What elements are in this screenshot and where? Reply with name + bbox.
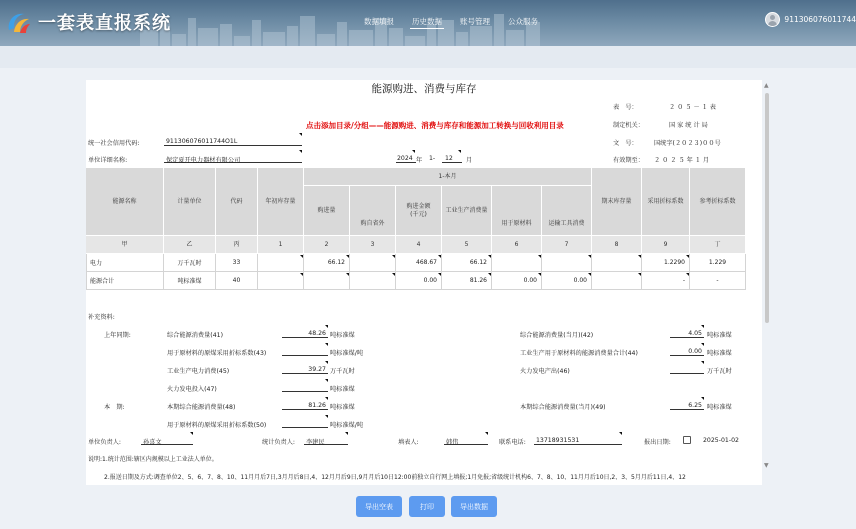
supp-label: 本期综合能源消费量(48) (167, 404, 236, 411)
index-cell: 3 (350, 236, 396, 254)
credit-code-field[interactable]: 911306076011744O1L (164, 137, 302, 146)
table-cell-unit: 万千瓦时 (164, 254, 216, 272)
supp-right-label: 工业生产用于原材料的能源消费量合计(44) (520, 350, 638, 357)
col-header-begin-stock: 年初库存量 (258, 168, 304, 236)
table-cell-amount[interactable]: 0.00 (396, 272, 442, 290)
supp-right-value-field[interactable]: 6.25 (670, 401, 704, 410)
supp-value-field[interactable] (282, 419, 328, 428)
stat-head-label: 统计负责人: (262, 439, 296, 446)
supp-value-field[interactable]: 39.27 (282, 365, 328, 374)
table-cell-ref_factor[interactable]: - (690, 272, 746, 290)
valid-until-value: ２ ０ ２ ５ 年 １ 月 (654, 157, 710, 164)
supp-unit: 吨标准煤/吨 (330, 422, 364, 429)
valid-until-label: 有效期至： (613, 157, 644, 164)
table-cell-transport[interactable] (542, 254, 592, 272)
table-cell-factor[interactable]: 1.2290 (642, 254, 690, 272)
table-cell-ref_factor[interactable]: 1.229 (690, 254, 746, 272)
supp-unit: 万千瓦时 (330, 368, 355, 375)
col-header-end-stock: 期末库存量 (592, 168, 642, 236)
supp-right-unit: 吨标准煤 (707, 332, 732, 339)
user-name: 911306076011744 (784, 15, 856, 24)
subheader-strip (0, 46, 856, 68)
col-header-raw-material: 用于原材料 (492, 186, 542, 236)
app-title: 一套表直报系统 (38, 13, 171, 34)
export-empty-button[interactable]: 导出空表 (356, 496, 402, 517)
credit-code-label: 统一社会信用代码: (88, 140, 140, 147)
col-header-ref-factor: 参考折标系数 (690, 168, 746, 236)
col-header-code: 代码 (216, 168, 258, 236)
table-cell-purchase[interactable] (304, 272, 350, 290)
doc-no-label: 文 号： (613, 140, 638, 147)
top-bar (0, 0, 856, 46)
report-date-label: 报出日期: (644, 439, 671, 446)
table-cell-code: 33 (216, 254, 258, 272)
supp-value-field[interactable] (282, 383, 328, 392)
nav-item-public-service[interactable]: 公众服务 (508, 17, 538, 26)
scroll-up-arrow[interactable]: ▲ (764, 82, 769, 89)
supp-right-unit: 万千瓦时 (707, 368, 732, 375)
supp-right-unit: 吨标准煤 (707, 350, 732, 357)
supp-label: 用于原材料的原煤采用折标系数(43) (167, 350, 267, 357)
table-cell-code: 40 (216, 272, 258, 290)
head-field[interactable]: 孙喜文 (141, 436, 193, 445)
col-header-transport: 运输工具消费 (542, 186, 592, 236)
index-cell: 6 (492, 236, 542, 254)
col-header-from-province: 购自省外 (350, 186, 396, 236)
scroll-down-arrow[interactable]: ▼ (764, 462, 769, 469)
index-cell: 5 (442, 236, 492, 254)
org-value: 国 家 统 计 局 (669, 122, 708, 129)
table-cell-industrial[interactable]: 66.12 (442, 254, 492, 272)
export-data-button[interactable]: 导出数据 (451, 496, 497, 517)
supp-value-field[interactable]: 48.26 (282, 329, 328, 338)
user-menu[interactable] (765, 12, 856, 27)
phone-label: 联系电话: (499, 439, 526, 446)
index-cell: 丙 (216, 236, 258, 254)
supp-right-value-field[interactable] (670, 365, 704, 374)
index-cell: 乙 (164, 236, 216, 254)
supp-value-field[interactable]: 81.26 (282, 401, 328, 410)
last-year-label: 上年同期: (104, 332, 131, 339)
supp-label: 用于原材料的原煤采用折标系数(50) (167, 422, 267, 429)
col-header-industrial: 工业生产消费量 (442, 186, 492, 236)
table-cell-purchase[interactable]: 66.12 (304, 254, 350, 272)
calendar-icon[interactable] (683, 436, 691, 444)
doc-no-value: 国统字(２０２３)００号 (654, 140, 721, 147)
table-cell-unit: 吨标准煤 (164, 272, 216, 290)
org-label: 制定机关： (613, 122, 644, 129)
table-cell-factor[interactable]: - (642, 272, 690, 290)
supp-unit: 吨标准煤/吨 (330, 350, 364, 357)
supp-right-label: 火力发电产出(46) (520, 368, 570, 375)
table-cell-transport[interactable]: 0.00 (542, 272, 592, 290)
note-line-2: 2.报送日期及方式:调查单位2、5、6、7、8、10、11月月后7日,3月月后8日,4、12月月后9日,9月月后10日12:00前独立自行网上填报;1月免报;省级统计机构6、7、8、10、11月月后10日,2、3、5月月后11日,4、12 (104, 474, 686, 481)
unit-name-field[interactable]: 保定夏开电力器材有限公司 (164, 154, 302, 163)
supp-right-value-field[interactable]: 0.00 (670, 347, 704, 356)
index-cell: 2 (304, 236, 350, 254)
index-cell: 1 (258, 236, 304, 254)
note-line-1: 说明:1.统计范围:辖区内规模以上工业法人单位。 (88, 456, 218, 463)
period-month-field[interactable]: 12 (442, 154, 462, 163)
head-label: 单位负责人: (88, 439, 122, 446)
avatar (765, 12, 780, 27)
col-header-purchase: 购进量 (304, 186, 350, 236)
supp-label: 综合能源消费量(41) (167, 332, 224, 339)
table-cell-raw_material[interactable]: 0.00 (492, 272, 542, 290)
table-cell-from_province[interactable] (350, 254, 396, 272)
current-period-label: 本 期: (104, 404, 125, 411)
table-cell-name: 电力 (86, 254, 164, 272)
form-title: 能源购进、消费与库存 (371, 83, 477, 95)
supp-value-field[interactable] (282, 347, 328, 356)
table-cell-from_province[interactable] (350, 272, 396, 290)
index-cell: 8 (592, 236, 642, 254)
supp-label: 工业生产电力消费(45) (167, 368, 230, 375)
main-nav (362, 15, 540, 29)
supp-unit: 吨标准煤 (330, 404, 355, 411)
col-header-amount: 购进金额 (千元) (396, 186, 442, 236)
report-panel: 能源购进、消费与库存 表 号： ２ ０ ５ － １ 表 制定机关： 国 家 统 计 局 文 号： 国统字(２０２３)００号 有效期至： ２ ０ ２ ５ 年 １ 月 点击添加目录/分组——能源购进、消费与库存和能源加工转换与回收利用目录 统一社会信用代码: 911306076011744O1L 单位详细名称: 保定夏开电力器材有限公司 2024 年 1- 12 月 能源名称 计量单位 代码 年初库存量 1-本月 期末库存量 采用折标系数 参考折标系数 购进量 购自省外 购进金额 (千元) 工业生产消费量 用于原材料 运输工具消费 甲 乙 丙 1 2 3 4 5 6 7 8 9 丁 电力 万千瓦时 33 66.12 468.67 66.12 1.2290 1.229 能源合计 吨标准煤 40 0.00 81.26 0.00 0.00 - - 补充资料: 上年同期: 本 期: 综合能源消费量(41) 48.26 吨标准煤 用于原材料的原煤采用折标系数(43) 吨标准煤/吨 工业生产电力消费(45) 39.27 万千瓦时 火力发电投入(47) 吨标准煤 本期综合能源消费量(48) 81.26 吨标准煤 用于原材料的原煤采用折标系数(50) 吨标准煤/吨 综合能源消费量(当月)(42) 4.05 吨标准煤 工业生产用于原材料的能源消费量合计(44) 0.00 吨标准煤 火力发电产出(46) 万千瓦时 本期综合能源消费量(当月)(49) 6.25 吨标准煤 单位负责人: 孙喜文 统计负责人: 李建民 填表人: 韩伟 联系电话: 13718931531 报出日期: 2025-01-02 说明:1.统计范围:辖区内规模以上工业法人单位。 2.报送日期及方式:调查单位2、5、6、7、8、10、11月月后7日,3月月后8日,4、12月月后9日,9月月后10日12:00前独立自行网上填报;1月免报;省级统计机构6、7、8、10、11月月后10日,2、3、5月月后11日,4、12 (86, 80, 762, 485)
report-date-value[interactable]: 2025-01-02 (703, 437, 739, 444)
table-cell-amount[interactable]: 468.67 (396, 254, 442, 272)
supp-right-label: 综合能源消费量(当月)(42) (520, 332, 594, 339)
col-group-header: 1-本月 (304, 168, 592, 186)
supp-unit: 吨标准煤 (330, 386, 355, 393)
col-header-factor: 采用折标系数 (642, 168, 690, 236)
filler-label: 填表人: (398, 439, 419, 446)
index-cell: 甲 (86, 236, 164, 254)
index-cell: 7 (542, 236, 592, 254)
print-button[interactable]: 打印 (409, 496, 445, 517)
nav-item-data-entry[interactable]: 数据填报 (364, 17, 394, 26)
supp-unit: 吨标准煤 (330, 332, 355, 339)
table-cell-raw_material[interactable] (492, 254, 542, 272)
table-no-label: 表 号： (613, 104, 638, 111)
table-cell-begin_stock[interactable] (258, 272, 304, 290)
unit-name-label: 单位详细名称: (88, 157, 128, 164)
stat-head-field[interactable]: 李建民 (304, 436, 348, 445)
col-header-name: 能源名称 (86, 168, 164, 236)
table-cell-end_stock[interactable] (592, 272, 642, 290)
add-catalog-link[interactable]: 点击添加目录/分组——能源购进、消费与库存和能源加工转换与回收利用目录 (306, 121, 564, 130)
period-year-field[interactable]: 2024 (396, 154, 416, 163)
nav-item-history[interactable]: 历史数据 (410, 15, 444, 29)
col-header-unit: 计量单位 (164, 168, 216, 236)
supp-label: 火力发电投入(47) (167, 386, 217, 393)
table-no-value: ２ ０ ５ － １ 表 (669, 104, 716, 111)
table-cell-end_stock[interactable] (592, 254, 642, 272)
filler-field[interactable]: 韩伟 (444, 436, 488, 445)
index-cell: 4 (396, 236, 442, 254)
index-cell: 丁 (690, 236, 746, 254)
nav-item-account[interactable]: 账号管理 (460, 17, 490, 26)
supplement-title: 补充资料: (88, 314, 115, 321)
supp-right-label: 本期综合能源消费量(当月)(49) (520, 404, 606, 411)
table-cell-name: 能源合计 (86, 272, 164, 290)
logo-icon (5, 8, 33, 36)
scrollbar-thumb[interactable] (765, 93, 769, 323)
period-from: 1- (429, 155, 436, 162)
table-cell-industrial[interactable]: 81.26 (442, 272, 492, 290)
index-cell: 9 (642, 236, 690, 254)
phone-field[interactable]: 13718931531 (534, 436, 622, 445)
supp-right-unit: 吨标准煤 (707, 404, 732, 411)
table-cell-begin_stock[interactable] (258, 254, 304, 272)
supp-right-value-field[interactable]: 4.05 (670, 329, 704, 338)
